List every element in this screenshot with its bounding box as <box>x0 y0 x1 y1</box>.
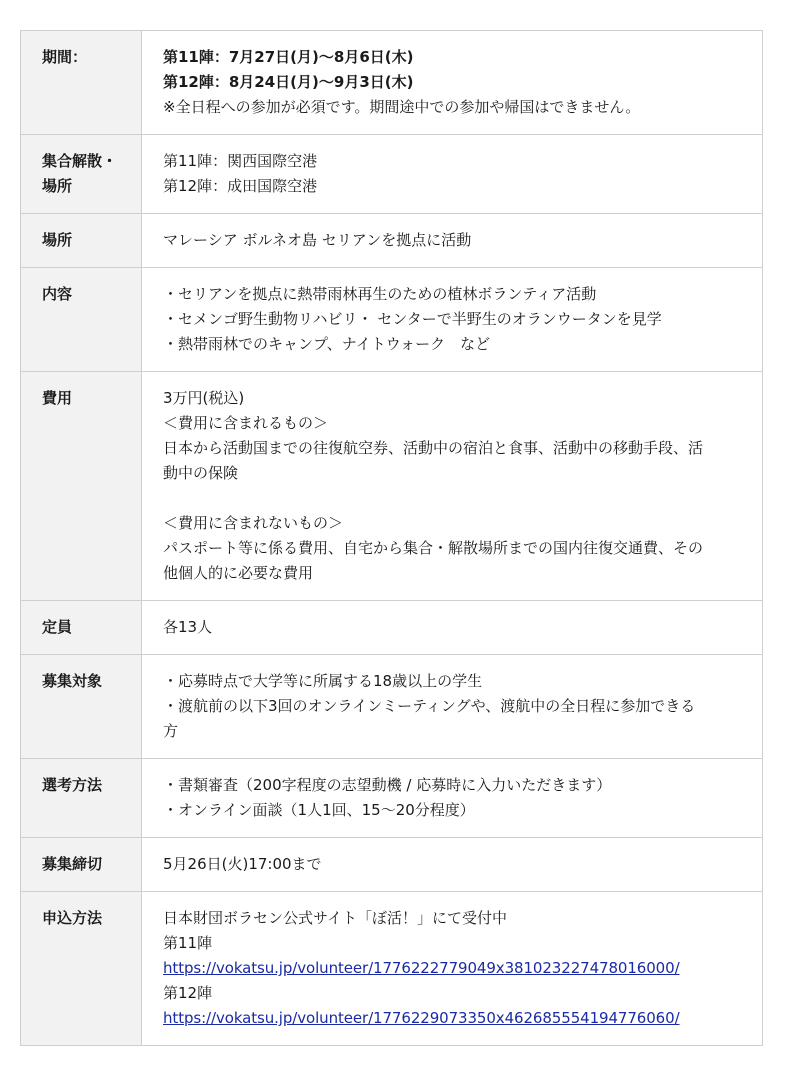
cost-included-text: 動中の保険 <box>163 464 239 482</box>
eligibility-item: ・渡航前の以下3回のオンラインミーティングや、渡航中の全日程に参加できる <box>163 697 696 715</box>
cost-included-heading: ＜費用に含まれるもの＞ <box>163 414 329 432</box>
content-value <box>142 268 763 372</box>
row-capacity <box>21 601 763 655</box>
eligibility-item: ・応募時点で大学等に所属する18歳以上の学生 <box>163 672 483 690</box>
row-deadline <box>21 838 763 892</box>
cost-value <box>142 372 763 601</box>
content-item: ・セリアンを拠点に熱帯雨林再生のための植林ボランティア活動 <box>163 285 597 303</box>
meeting-place-group12: 第12陣：成田国際空港 <box>163 177 318 195</box>
location-label: 場所 <box>21 214 142 268</box>
content-item: ・熱帯雨林でのキャンプ、ナイトウォーク など <box>163 335 491 353</box>
deadline-label: 募集締切 <box>21 838 142 892</box>
meeting-place-value <box>142 135 763 214</box>
selection-step: ・書類審査（200字程度の志望動機 / 応募時に入力いただきます） <box>163 776 612 794</box>
cost-label: 費用 <box>21 372 142 601</box>
period-line-group11: 第11陣：7月27日(月)〜8月6日(木) <box>163 48 414 66</box>
selection-method-value <box>142 759 763 838</box>
recruitment-info-table <box>20 30 763 1046</box>
meeting-place-label <box>21 135 142 214</box>
cost-price: 3万円(税込) <box>163 389 245 407</box>
application-group11-line <box>163 956 742 981</box>
content-label: 内容 <box>21 268 142 372</box>
meeting-place-label-line2: 場所 <box>42 177 73 195</box>
cost-excluded-text: パスポート等に係る費用、自宅から集合・解散場所までの国内往復交通費、その <box>163 539 704 557</box>
cost-excluded-text: 他個人的に必要な費用 <box>163 564 314 582</box>
group11-application-link[interactable]: https://vokatsu.jp/volunteer/1776222779049x381023227478016000/ <box>163 959 680 977</box>
eligibility-item-continued: 方 <box>163 722 179 740</box>
group12-application-link[interactable]: https://vokatsu.jp/volunteer/1776229073350x462685554194776060/ <box>163 1009 680 1027</box>
deadline-value <box>142 838 763 892</box>
location-value <box>142 214 763 268</box>
row-period <box>21 31 763 135</box>
application-group12-line <box>163 1006 742 1031</box>
application-group11-label: 第11陣 <box>163 934 213 952</box>
period-value <box>142 31 763 135</box>
application-method-label: 申込方法 <box>21 892 142 1046</box>
row-application-method <box>21 892 763 1046</box>
capacity-value <box>142 601 763 655</box>
row-eligibility <box>21 655 763 759</box>
row-cost <box>21 372 763 601</box>
recruitment-info-sheet <box>20 30 762 1046</box>
capacity-text: 各13人 <box>163 618 213 636</box>
row-location <box>21 214 763 268</box>
application-method-value <box>142 892 763 1046</box>
row-content <box>21 268 763 372</box>
content-item: ・セメンゴ野生動物リハビリ・ センターで半野生のオランウータンを見学 <box>163 310 662 328</box>
capacity-label: 定員 <box>21 601 142 655</box>
row-meeting-place <box>21 135 763 214</box>
selection-step: ・オンライン面談（1人1回、15〜20分程度） <box>163 801 475 819</box>
row-selection-method <box>21 759 763 838</box>
meeting-place-label-line1: 集合解散・ <box>42 152 118 170</box>
meeting-place-group11: 第11陣：関西国際空港 <box>163 152 318 170</box>
eligibility-label: 募集対象 <box>21 655 142 759</box>
cost-spacer <box>163 486 742 511</box>
cost-included-text: 日本から活動国までの往復航空券、活動中の宿泊と食事、活動中の移動手段、活 <box>163 439 704 457</box>
deadline-text: 5月26日(火)17:00まで <box>163 855 322 873</box>
application-group12-label: 第12陣 <box>163 984 213 1002</box>
selection-method-label: 選考方法 <box>21 759 142 838</box>
eligibility-value <box>142 655 763 759</box>
application-intro: 日本財団ボラセン公式サイト「ぼ活！」にて受付中 <box>163 909 507 927</box>
period-line-group12: 第12陣：8月24日(月)〜9月3日(木) <box>163 73 414 91</box>
period-label: 期間： <box>21 31 142 135</box>
period-note: ※全日程への参加が必須です。期間途中での参加や帰国はできません。 <box>163 98 641 116</box>
cost-excluded-heading: ＜費用に含まれないもの＞ <box>163 514 344 532</box>
location-text: マレーシア ボルネオ島 セリアンを拠点に活動 <box>163 231 472 249</box>
